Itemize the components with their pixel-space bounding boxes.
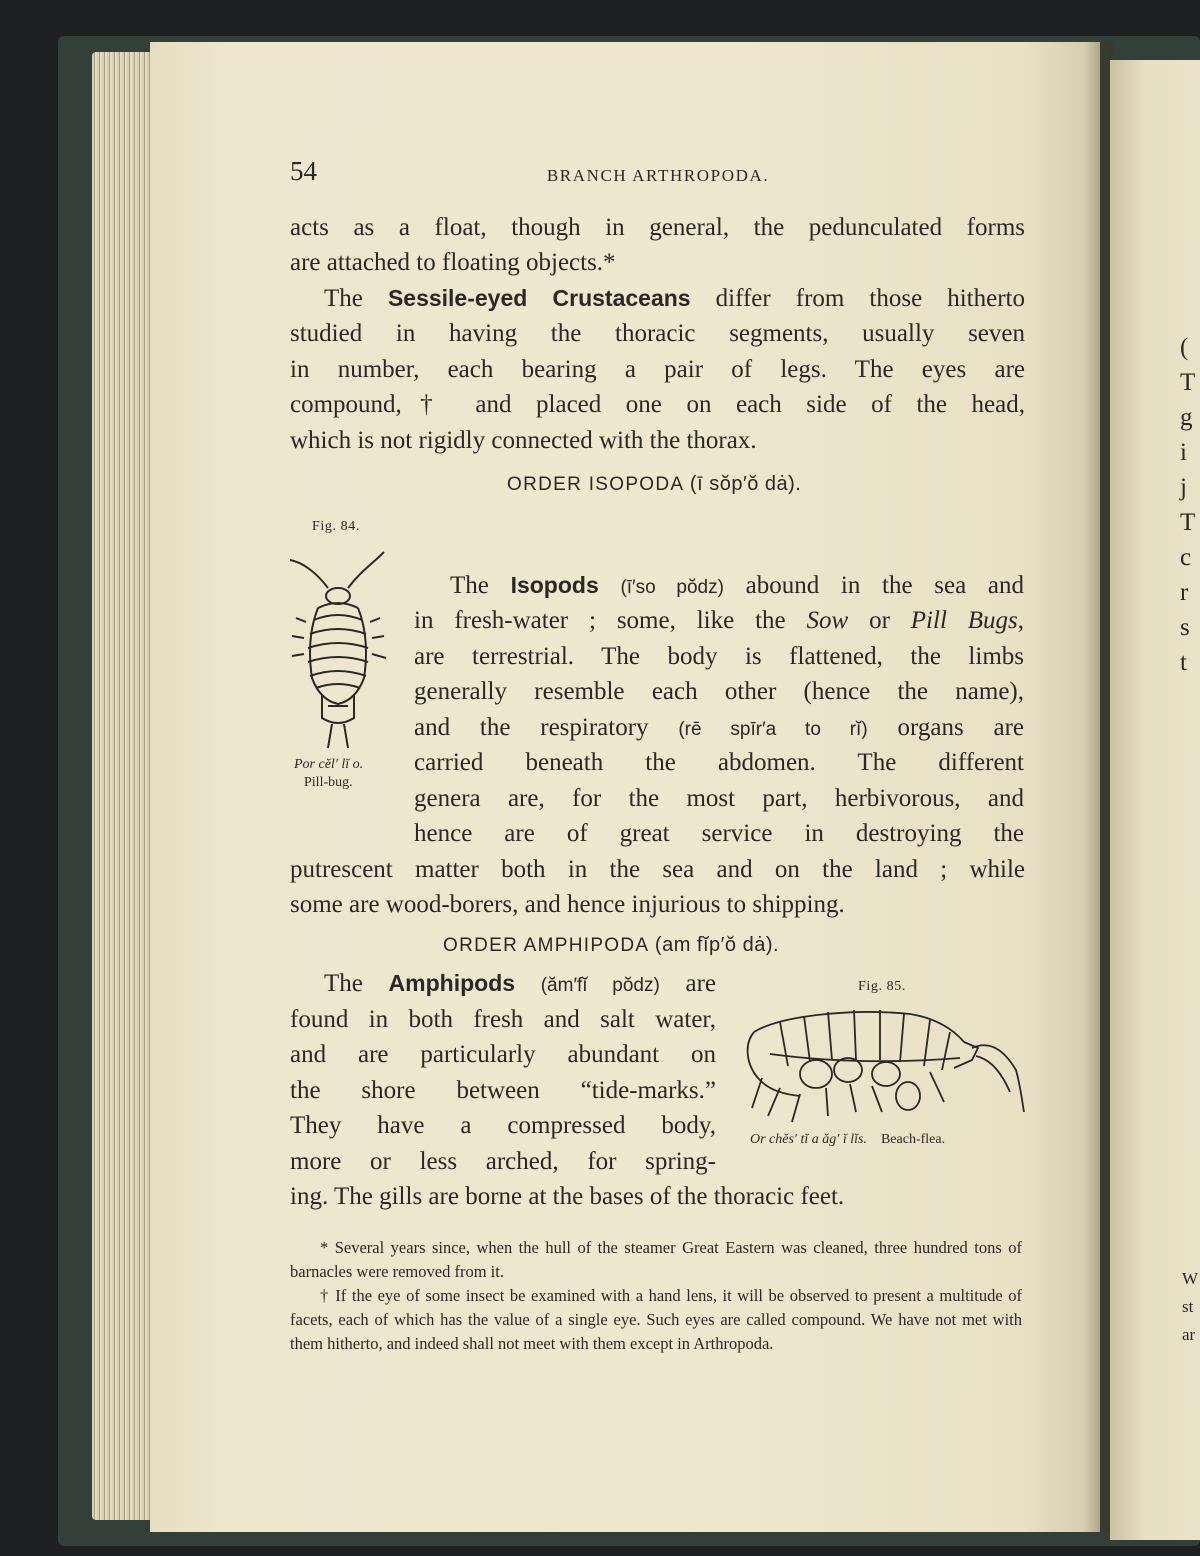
text-line: generally resemble each other (hence the name),: [414, 678, 1024, 705]
pill-bug-illustration: [282, 538, 392, 750]
page-number: 54: [290, 156, 317, 186]
term-sessile-eyed: Sessile-eyed Crustaceans: [387, 285, 691, 311]
text-line: hence are of great service in destroying the: [414, 820, 1024, 847]
text-line: found in both fresh and salt water,: [290, 1006, 716, 1033]
figure-label: Fig. 85.: [858, 979, 906, 994]
text-line: in number, each bearing a pair of legs. The eyes are: [290, 356, 1025, 383]
text-line: acts as a float, though in general, the pedunculated forms: [290, 214, 1025, 241]
text-line: some are wood-borers, and hence injurious to shipping.: [290, 891, 845, 918]
text-line: studied in having the thoracic segments, usually seven: [290, 320, 1025, 347]
page-header: [290, 156, 1026, 192]
text-line: The Sessile-eyed Crustaceans differ from those hitherto: [324, 285, 1025, 312]
footnotes: [290, 1236, 1022, 1356]
text-line: in fresh-water ; some, like the Sow or Pill Bugs,: [414, 607, 1025, 634]
text-line: putrescent matter both in the sea and on the land ; while: [290, 856, 1025, 883]
beach-flea-illustration: [740, 1004, 1025, 1126]
text-line: genera are, for the most part, herbivorous, and: [414, 785, 1024, 812]
text-line: more or less arched, for spring-: [290, 1148, 716, 1175]
figure-caption-common: Pill-bug.: [304, 775, 353, 790]
text-line: The Amphipods (ăm′fĭ pŏdz) are: [324, 970, 716, 997]
term-isopods: Isopods: [510, 572, 599, 598]
footnote-asterisk: * Several years since, when the hull of the steamer Great Eastern was cleaned, three hundred tons of barnacles were removed from it.: [290, 1238, 1022, 1281]
text-line: ing. The gills are borne at the bases of the thoracic feet.: [290, 1183, 845, 1210]
text-line: which is not rigidly connected with the thorax.: [290, 427, 757, 454]
facing-page-bottom-letters: W st ar: [1182, 1269, 1199, 1344]
figure-caption: Or chĕs′ tĭ a ăg′ ĭ lĭs. Beach-flea.: [750, 1132, 946, 1147]
figure-label: Fig. 84.: [312, 519, 360, 534]
term-amphipods: Amphipods: [388, 970, 516, 996]
text-line: compound,† and placed one on each side of the head,: [290, 391, 1025, 418]
figure-caption-scientific: Por cĕl′ lĭ o.: [294, 757, 364, 772]
text-line: and the respiratory (rē spīr′a to rĭ) organs are: [414, 714, 1025, 741]
footnote-dagger: † If the eye of some insect be examined with a hand lens, it will be observed to present a multitude of facets, each of which has the value of a single eye. Such eyes are called compound. We have not met with them hitherto, and indeed shall not meet with them except in Arthropoda.: [290, 1286, 1022, 1353]
text-line: The Isopods (ī′so pŏdz) abound in the sea and: [450, 572, 1025, 599]
text-line: the shore between “tide-marks.”: [290, 1077, 716, 1104]
facing-page-letters: ( T g i j T c r s t: [1180, 334, 1196, 676]
text-line: are attached to floating objects.*: [290, 249, 616, 276]
text-line: They have a compressed body,: [290, 1112, 716, 1139]
running-head: BRANCH ARTHROPODA.: [546, 166, 770, 185]
section-heading-isopoda: ORDER ISOPODA (ī sŏp′ŏ dȧ).: [507, 473, 802, 495]
section-heading-amphipoda: ORDER AMPHIPODA (am fĭp′ŏ dȧ).: [443, 934, 780, 956]
text-line: are terrestrial. The body is flattened, the limbs: [414, 643, 1024, 670]
text-line: and are particularly abundant on: [290, 1041, 716, 1068]
text-line: carried beneath the abdomen. The different: [414, 749, 1024, 776]
